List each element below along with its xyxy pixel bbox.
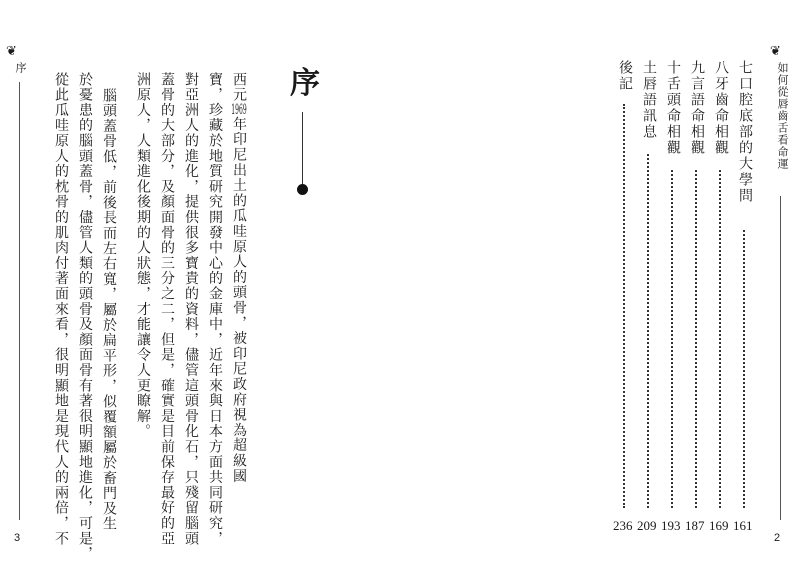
paragraph-line: 西元1969年印尼出土的瓜哇原人的頭骨，被印尼政府視為超級國 [231,72,247,484]
side-rule-left [19,82,20,520]
paragraph-line: 腦頭蓋骨低，前後長而左右寬，屬於扁平形，似覆額屬於畜門及生 [101,88,117,532]
toc-entry[interactable] [664,60,684,520]
page-number-right: 2 [774,532,781,544]
toc-page-number: 187 [685,518,705,533]
paragraph-line: 對亞洲人的進化，提供很多寶貴的資料，儘管這頭骨化石，只殘留腦頭 [183,72,199,547]
paragraph-line: 寶，珍藏於地質研究開發中心的金庫中，近年來與日本方面共同研究， [207,72,223,547]
title-rule [302,112,303,184]
paragraph-line: 於憂患的腦頭蓋骨，儘管人類的頭骨及顏面骨有著很明顯地進化，可是， [77,72,93,562]
toc-page-number: 193 [661,518,681,533]
page-number-left: 3 [14,532,21,544]
toc-entry[interactable] [688,60,708,520]
right-page [396,0,793,587]
title-dot [297,184,308,195]
toc-page-number: 209 [637,518,657,533]
toc-leader [695,170,703,508]
toc-label: 土唇語訊息 [641,60,657,140]
toc-page-number: 236 [613,518,633,533]
running-head-right: 如何從唇齒舌看命運 [776,62,789,170]
ornament-icon: ❦ [6,44,17,59]
toc-page-number: 169 [709,518,729,533]
toc-leader [623,104,631,508]
ornament-icon: ❦ [770,44,781,59]
toc-label: 七口腔底部的大學問 [737,60,753,204]
toc-entry[interactable] [640,60,660,520]
toc-entry[interactable] [616,60,636,520]
toc-label: 八牙齒命相觀 [713,60,729,156]
paragraph-line: 洲原人，人類進化後期的人狀態，才能讓令人更瞭解。 [135,72,151,440]
toc-leader [671,170,679,508]
running-head-left: 序 [14,62,27,74]
paragraph-line: 蓋骨的大部分，及顏面骨的三分之二，但是，確實是目前保存最好的亞 [159,72,175,547]
toc-label: 十舌頭命相觀 [665,60,681,156]
toc-label: 後記 [617,60,633,92]
toc-page-number: 161 [733,518,753,533]
left-page [0,0,396,587]
toc-leader [719,170,727,508]
toc-entry[interactable] [712,60,732,520]
toc-leader [743,230,751,508]
page-title: 序 [290,66,320,101]
toc-label: 九言語命相觀 [689,60,705,156]
side-rule-right [780,196,781,520]
paragraph-line: 從此瓜哇原人的枕骨的肌肉付著面來看，很明顯地是現代人的兩倍，不 [53,72,69,547]
toc-leader [647,154,655,508]
toc-entry[interactable] [736,60,756,520]
